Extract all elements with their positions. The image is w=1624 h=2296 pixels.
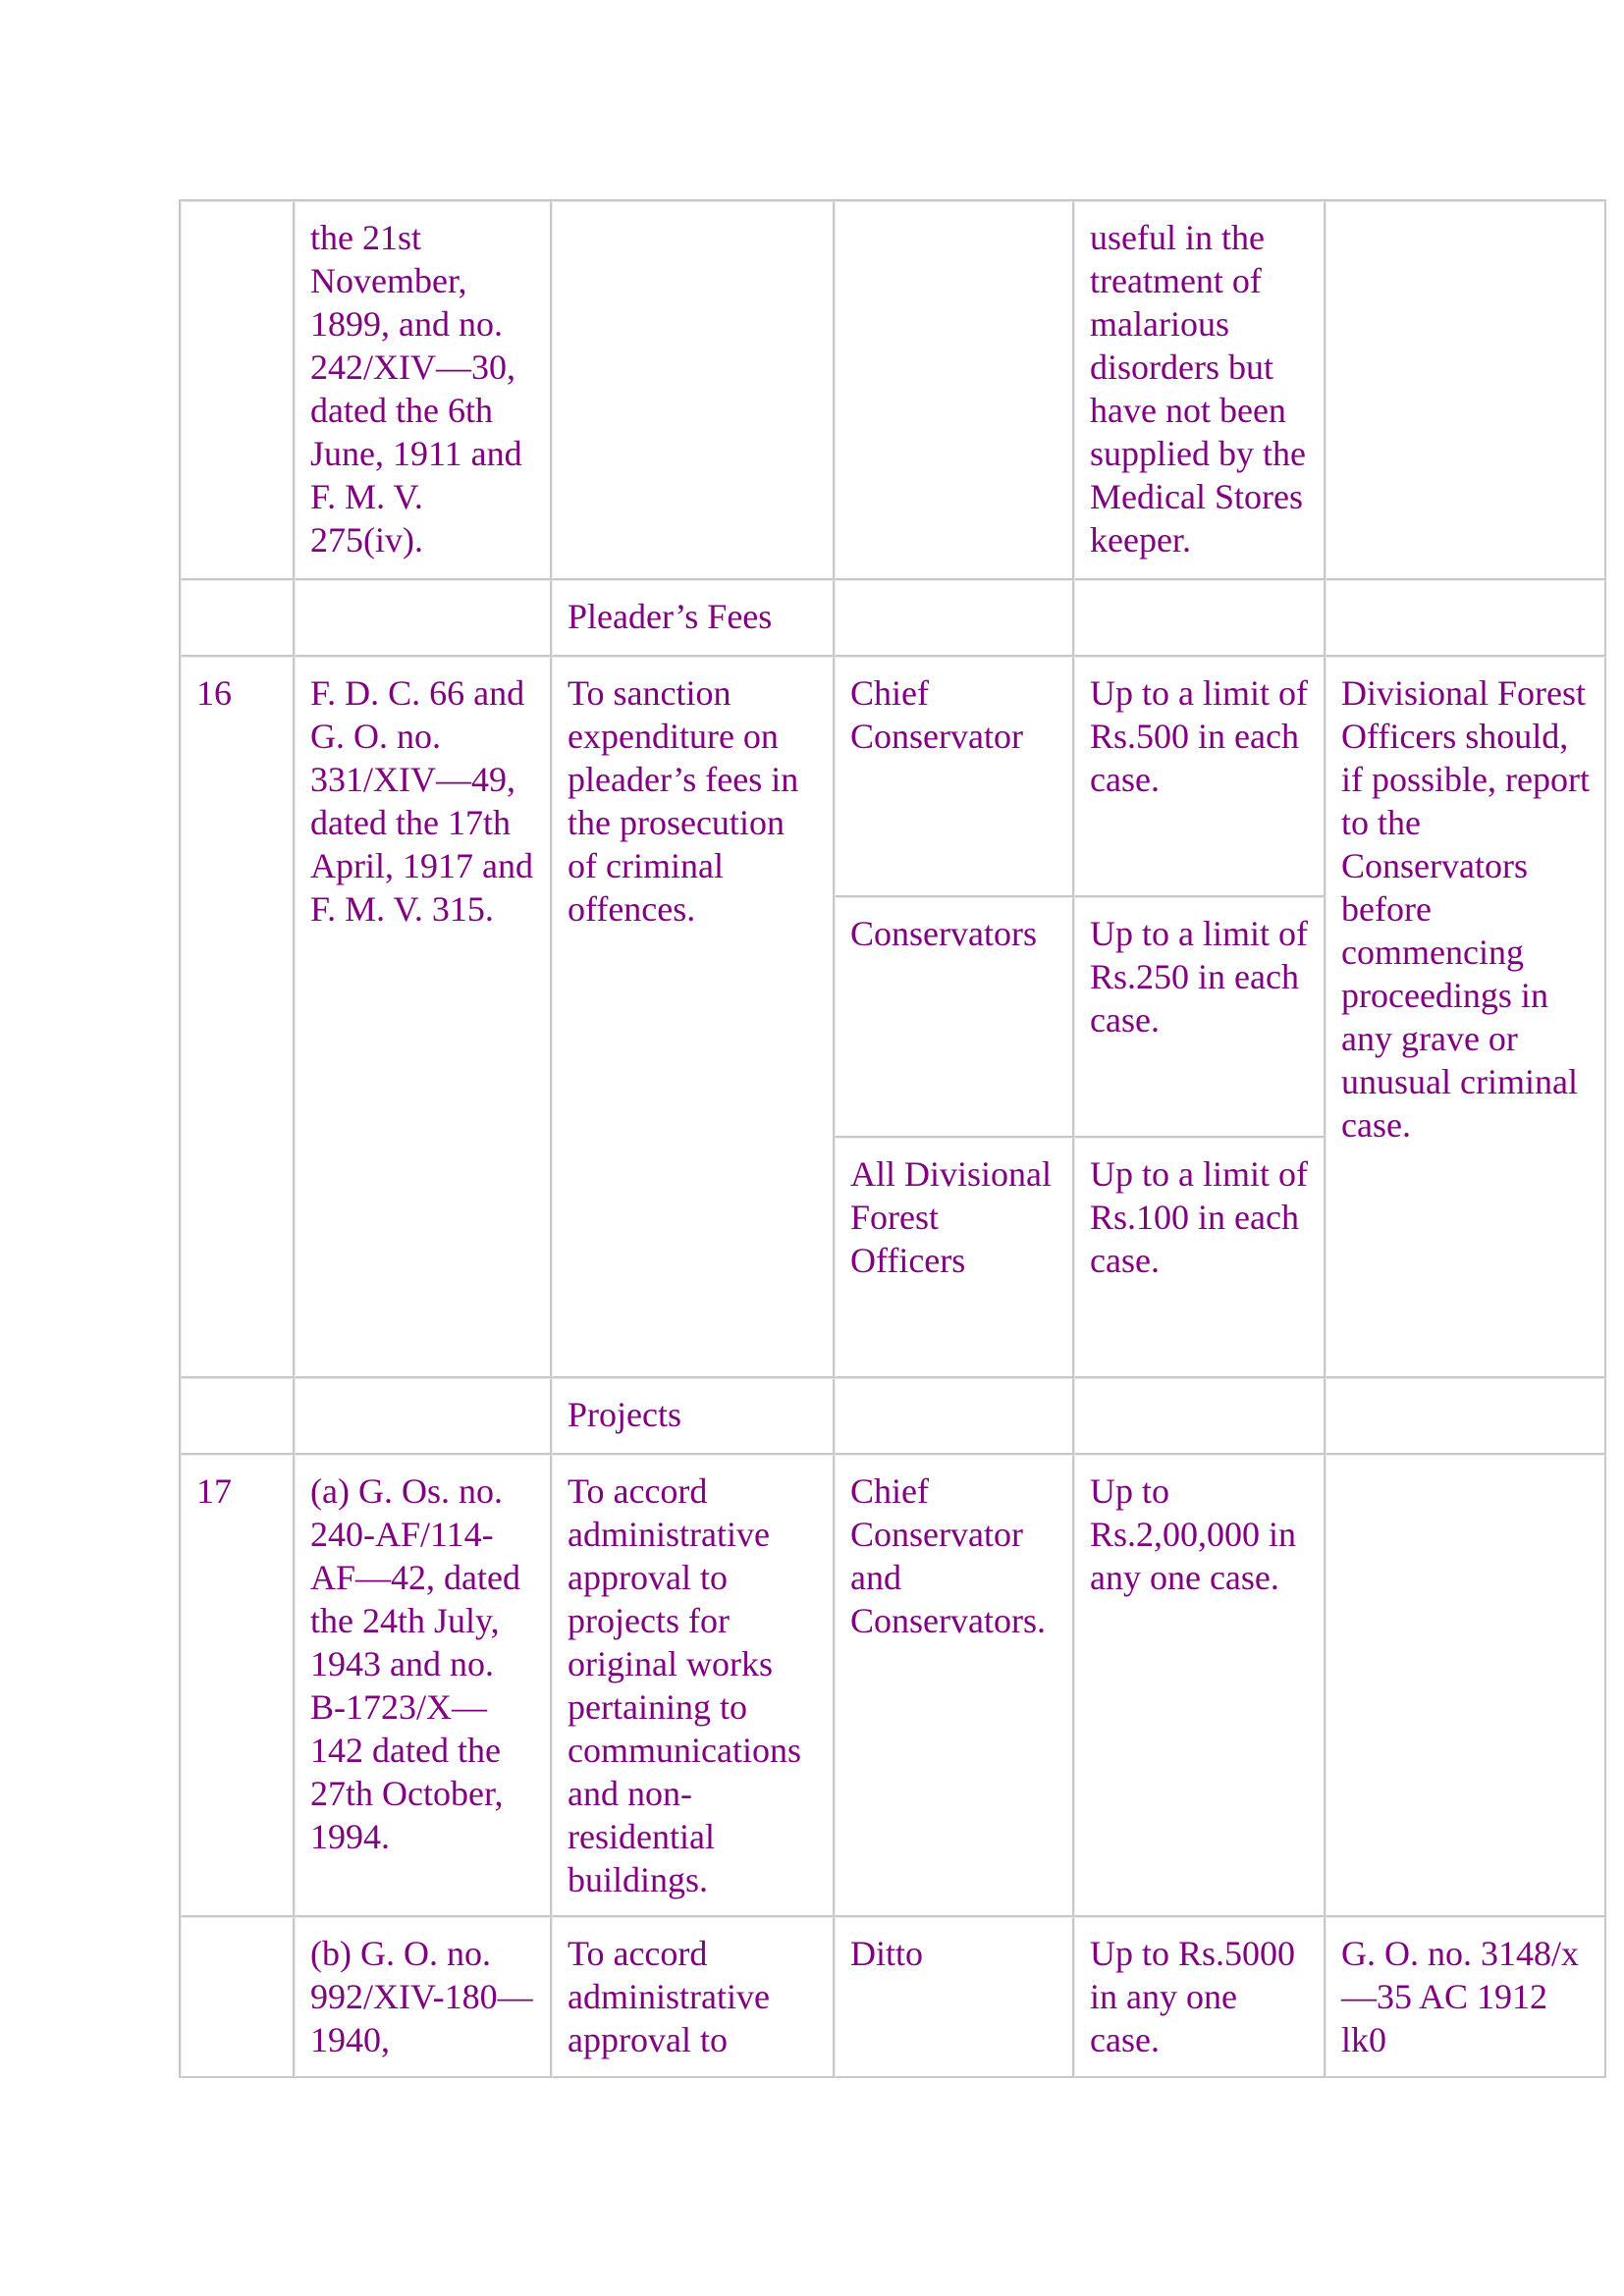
serial-cell: 16 — [181, 657, 295, 1378]
officer-cell: Chief Conservator — [835, 657, 1074, 897]
table-row — [181, 201, 1606, 580]
table-row — [181, 657, 1606, 897]
limit-cell: Up to Rs.5000 in any one case. — [1074, 1917, 1326, 2078]
limit-cell: Up to Rs.2,00,000 in any one case. — [1074, 1455, 1326, 1917]
table-row — [181, 1917, 1606, 2078]
remarks-cell — [1326, 201, 1606, 580]
officer-cell: Ditto — [835, 1917, 1074, 2078]
table-row — [181, 1455, 1606, 1917]
limit-cell: useful in the treatment of malarious disorders but have not been supplied by the Medical Stores keeper. — [1074, 201, 1326, 580]
remarks-cell — [1326, 1455, 1606, 1917]
remarks-cell: Divisional Forest Officers should, if possible, report to the Conservators before commencing proceedings in any grave or unusual criminal case. — [1326, 657, 1606, 1378]
limit-cell: Up to a limit of Rs.500 in each case. — [1074, 657, 1326, 897]
serial-cell — [181, 1917, 295, 2078]
limit-cell: Up to a limit of Rs.100 in each case. — [1074, 1138, 1326, 1378]
authority-cell: the 21st November, 1899, and no. 242/XIV—30, dated the 6th June, 1911 and F. M. V. 275(iv). — [295, 201, 552, 580]
nature-cell: To accord administrative approval to — [552, 1917, 835, 2078]
serial-cell — [181, 201, 295, 580]
officer-cell: Conservators — [835, 897, 1074, 1138]
limit-cell: Up to a limit of Rs.250 in each case. — [1074, 897, 1326, 1138]
serial-cell: 17 — [181, 1455, 295, 1917]
nature-cell — [552, 201, 835, 580]
authority-cell: (b) G. O. no. 992/XIV-180—1940, — [295, 1917, 552, 2078]
officer-cell: All Divisional Forest Officers — [835, 1138, 1074, 1378]
section-heading-row — [181, 580, 1606, 657]
section-heading-row — [181, 1378, 1606, 1455]
remarks-cell: G. O. no. 3148/x—35 AC 1912 lk0 — [1326, 1917, 1606, 2078]
delegation-table — [179, 199, 1606, 2078]
nature-cell: To accord administrative approval to projects for original works pertaining to communications and non-residential buildings. — [552, 1455, 835, 1917]
officer-cell — [835, 201, 1074, 580]
section-heading: Pleader’s Fees — [552, 580, 835, 657]
nature-cell: To sanction expenditure on pleader’s fees in the prosecution of criminal offences. — [552, 657, 835, 1378]
authority-cell: (a) G. Os. no. 240-AF/114-AF—42, dated the 24th July, 1943 and no. B-1723/X—142 dated the 27th October, 1994. — [295, 1455, 552, 1917]
authority-cell: F. D. C. 66 and G. O. no. 331/XIV—49, dated the 17th April, 1917 and F. M. V. 315. — [295, 657, 552, 1378]
section-heading: Projects — [552, 1378, 835, 1455]
officer-cell: Chief Conservator and Conservators. — [835, 1455, 1074, 1917]
